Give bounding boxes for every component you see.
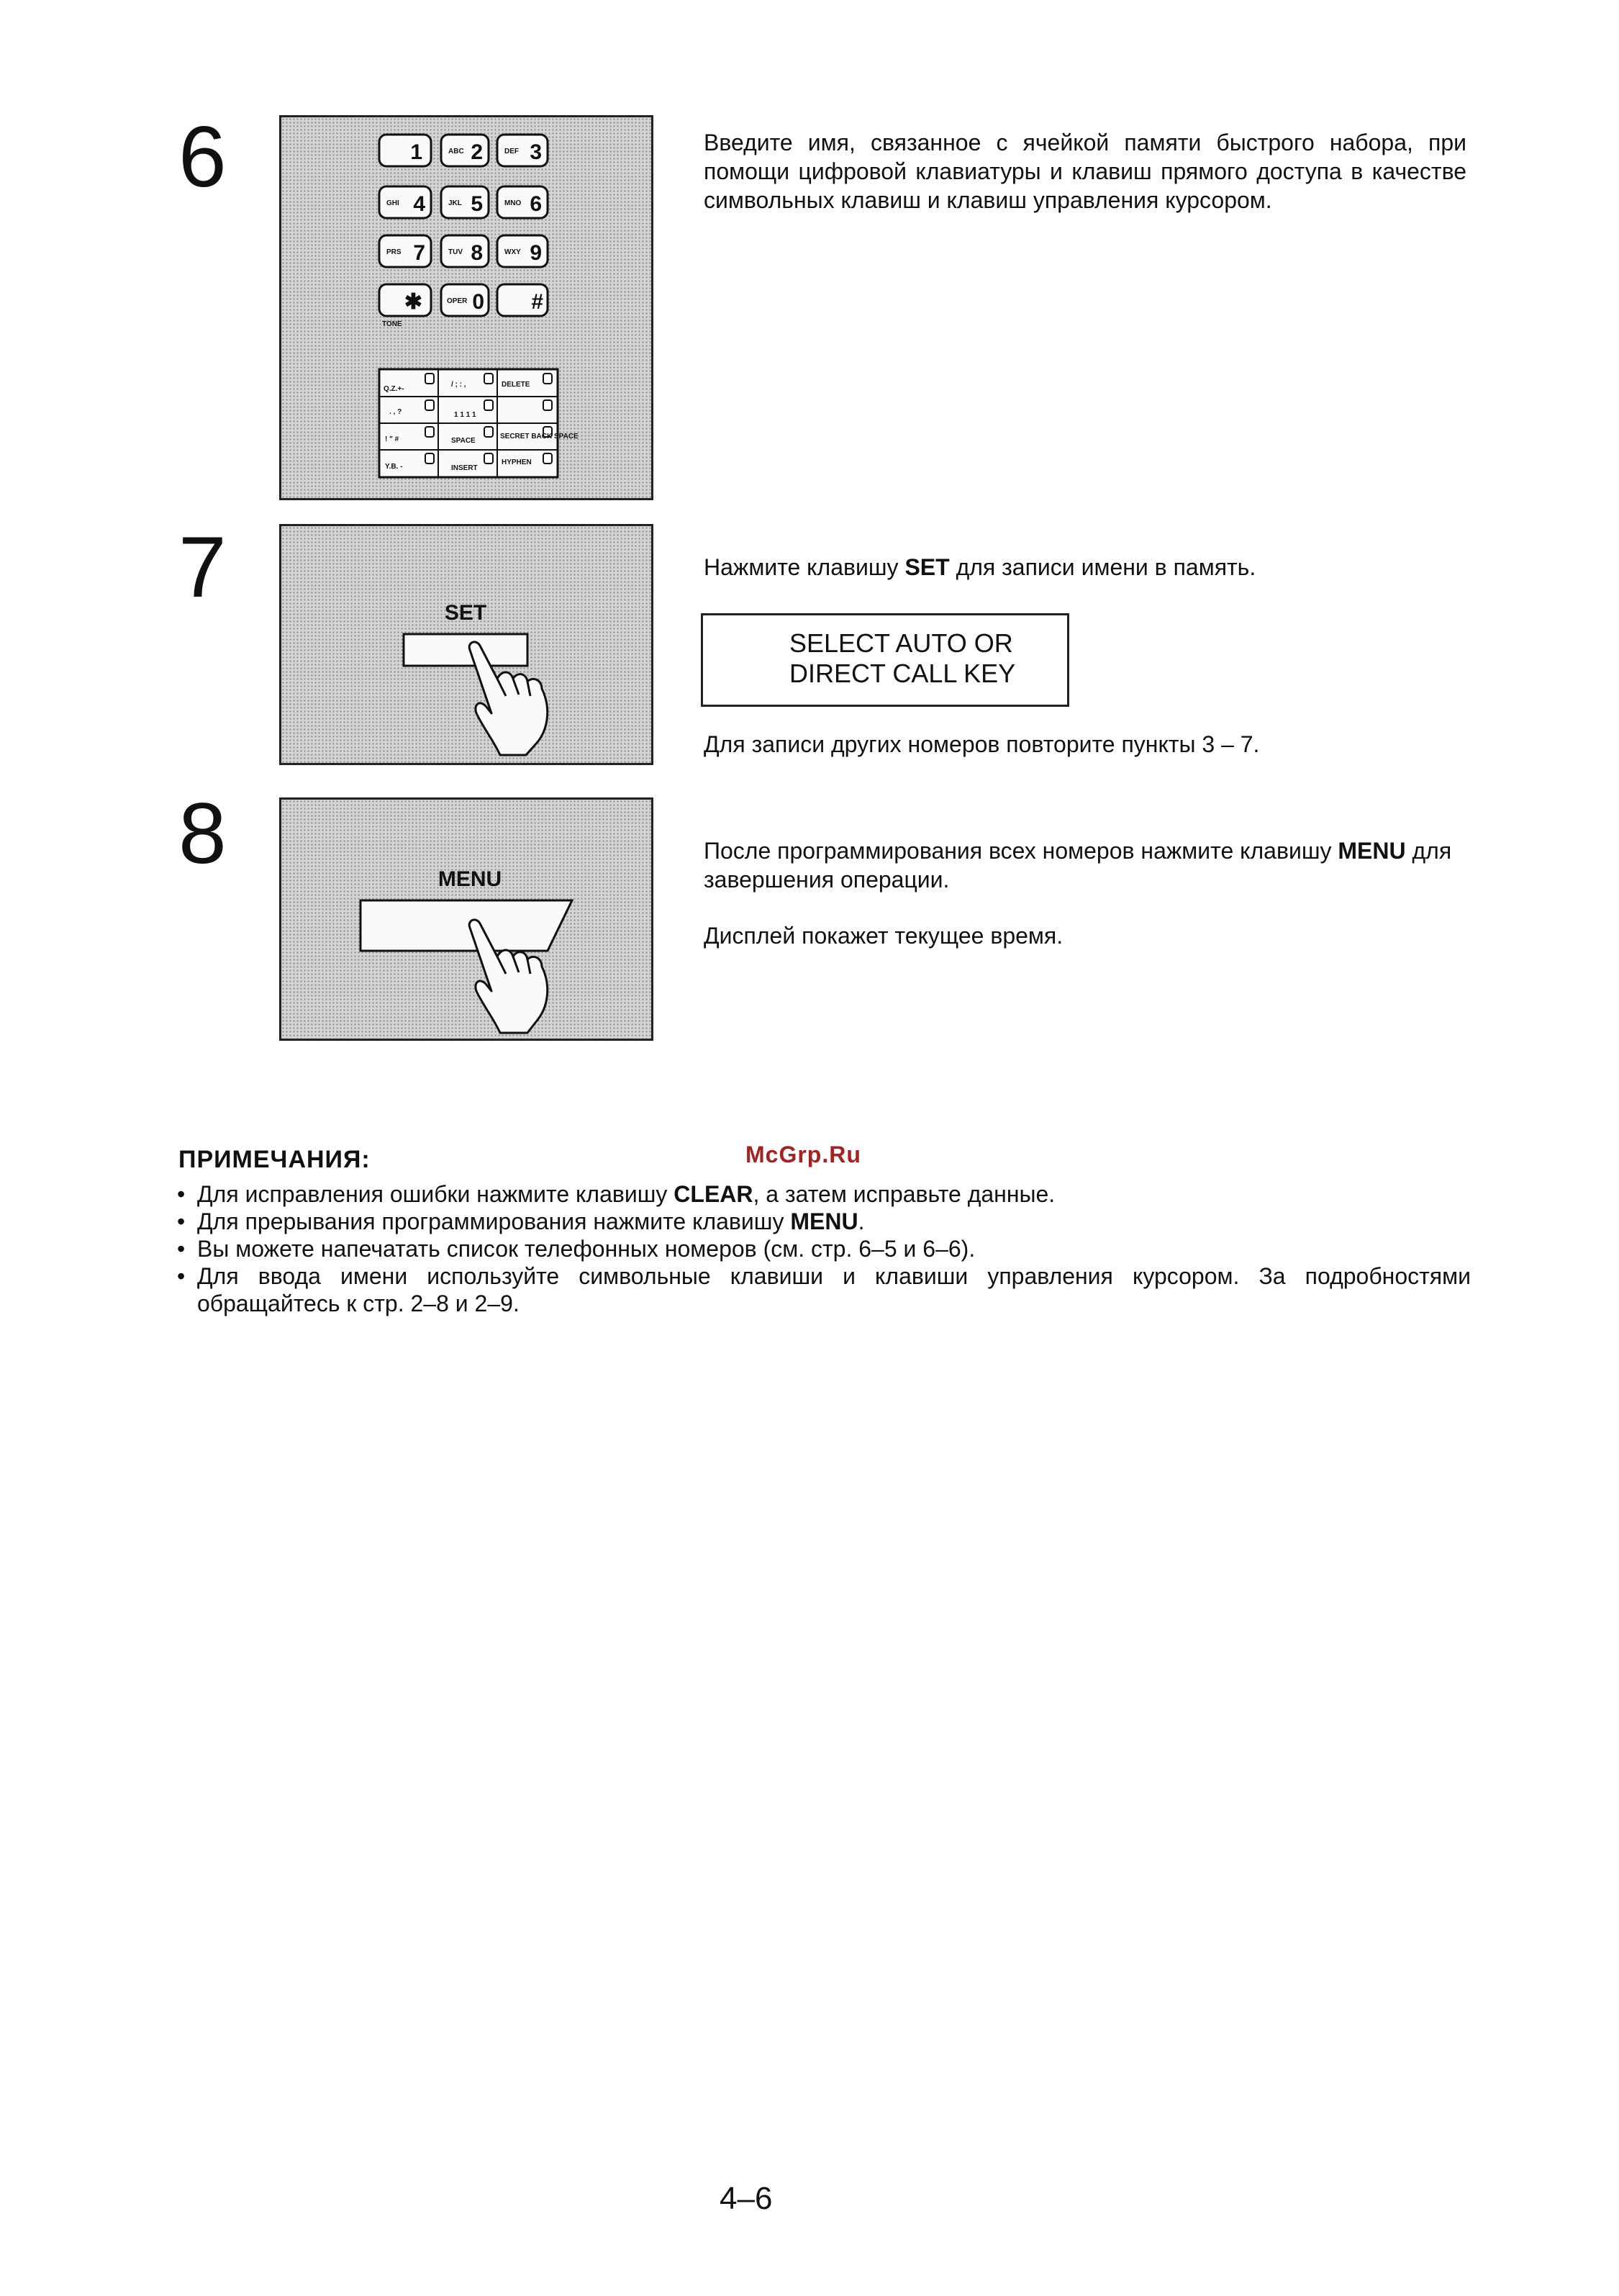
svg-text:6: 6 bbox=[530, 192, 542, 216]
set-key-drawing bbox=[281, 526, 651, 763]
svg-text:/ ; : ,: / ; : , bbox=[451, 381, 466, 389]
svg-text:WXY: WXY bbox=[504, 248, 521, 256]
key-3 bbox=[497, 135, 548, 166]
svg-text:! " #: ! " # bbox=[385, 435, 399, 443]
svg-text:3: 3 bbox=[530, 140, 542, 164]
menu-key-ref: MENU bbox=[1338, 838, 1406, 864]
svg-text:5: 5 bbox=[471, 192, 483, 216]
notes-list bbox=[176, 1180, 1471, 1317]
svg-text:GHI: GHI bbox=[386, 199, 399, 207]
svg-text:PRS: PRS bbox=[386, 248, 402, 256]
svg-text:4: 4 bbox=[413, 192, 425, 216]
step-7-text: Нажмите клавишу SET для записи имени в память. bbox=[704, 554, 1256, 580]
menu-key-illustration bbox=[279, 797, 653, 1041]
key-hash bbox=[497, 284, 548, 316]
set-key-label: SET bbox=[444, 601, 487, 625]
notes-title: ПРИМЕЧАНИЯ: bbox=[178, 1146, 371, 1173]
menu-key-drawing bbox=[281, 800, 651, 1039]
note-item: • Для прерывания программирования нажмите клавишу MENU. bbox=[176, 1208, 1471, 1235]
note-item: • Для исправления ошибки нажмите клавишу CLEAR, а затем исправьте данные. bbox=[176, 1180, 1471, 1208]
svg-text:. , ?: . , ? bbox=[389, 408, 402, 416]
key-5 bbox=[441, 186, 489, 218]
key-6 bbox=[497, 186, 548, 218]
lcd-line-1: SELECT AUTO OR bbox=[789, 628, 1013, 658]
svg-text:1 1 1 1: 1 1 1 1 bbox=[454, 411, 476, 419]
key-8 bbox=[441, 235, 489, 267]
step-number-7: 7 bbox=[178, 519, 227, 615]
key-1 bbox=[379, 135, 431, 166]
svg-text:7: 7 bbox=[413, 241, 425, 265]
svg-text:0: 0 bbox=[472, 290, 484, 314]
key-0 bbox=[441, 284, 489, 316]
svg-text:✱: ✱ bbox=[404, 290, 422, 314]
svg-text:ABC: ABC bbox=[448, 148, 464, 155]
set-key bbox=[404, 634, 527, 666]
svg-text:2: 2 bbox=[471, 140, 483, 164]
svg-text:TUV: TUV bbox=[448, 248, 463, 256]
step-6-text: Введите имя, связанное с ячейкой памяти быстрого набора, при помощи цифровой клавиатуры и клавиш прямого доступа в качестве символьных клавиш и клавиш управления курсором. bbox=[704, 130, 1466, 213]
svg-text:SECRET BACK SPACE: SECRET BACK SPACE bbox=[500, 433, 579, 440]
display-time-text: Дисплей покажет текущее время. bbox=[704, 923, 1064, 949]
svg-text:Q.Z.+-: Q.Z.+- bbox=[384, 385, 404, 393]
step-number-6: 6 bbox=[178, 109, 227, 205]
svg-text:DEF: DEF bbox=[504, 148, 519, 155]
svg-text:OPER: OPER bbox=[447, 297, 468, 305]
lcd-display bbox=[701, 613, 1069, 707]
note-item: • Для ввода имени используйте символьные клавиши и клавиши управления курсором. За подробностями обращайтесь к стр. 2–8 и 2–9. bbox=[176, 1262, 1471, 1317]
tone-label: TONE bbox=[382, 320, 402, 328]
svg-text:JKL: JKL bbox=[448, 199, 462, 207]
lcd-line-2: DIRECT CALL KEY bbox=[789, 659, 1016, 688]
keypad-illustration bbox=[279, 115, 653, 500]
svg-text:MNO: MNO bbox=[504, 199, 522, 207]
watermark: McGrp.Ru bbox=[745, 1142, 861, 1167]
svg-text:Y.B. -: Y.B. - bbox=[385, 463, 403, 471]
svg-text:9: 9 bbox=[530, 241, 542, 265]
svg-text:1: 1 bbox=[410, 140, 422, 164]
svg-text:DELETE: DELETE bbox=[502, 381, 530, 389]
svg-text:HYPHEN: HYPHEN bbox=[502, 458, 532, 466]
keypad-drawing bbox=[281, 117, 651, 498]
page-number: 4–6 bbox=[720, 2181, 773, 2216]
set-key-ref: SET bbox=[904, 554, 950, 580]
direct-keys-grid bbox=[379, 369, 579, 477]
repeat-text: Для записи других номеров повторите пункты 3 – 7. bbox=[704, 731, 1260, 757]
svg-text:#: # bbox=[531, 290, 543, 314]
menu-key bbox=[360, 900, 572, 951]
menu-key-label: MENU bbox=[437, 867, 502, 891]
svg-text:SPACE: SPACE bbox=[451, 437, 476, 445]
step-8-text: После программирования всех номеров нажмите клавишу MENU для завершения операции. bbox=[704, 838, 1452, 892]
step-number-8: 8 bbox=[178, 785, 227, 882]
key-4 bbox=[379, 186, 431, 218]
svg-text:INSERT: INSERT bbox=[451, 464, 478, 472]
key-7 bbox=[379, 235, 431, 267]
key-2 bbox=[441, 135, 489, 166]
key-9 bbox=[497, 235, 548, 267]
note-item: • Вы можете напечатать список телефонных номеров (см. стр. 6–5 и 6–6). bbox=[176, 1235, 1471, 1262]
svg-text:8: 8 bbox=[471, 241, 483, 265]
key-star bbox=[379, 284, 431, 316]
set-key-illustration bbox=[279, 524, 653, 765]
